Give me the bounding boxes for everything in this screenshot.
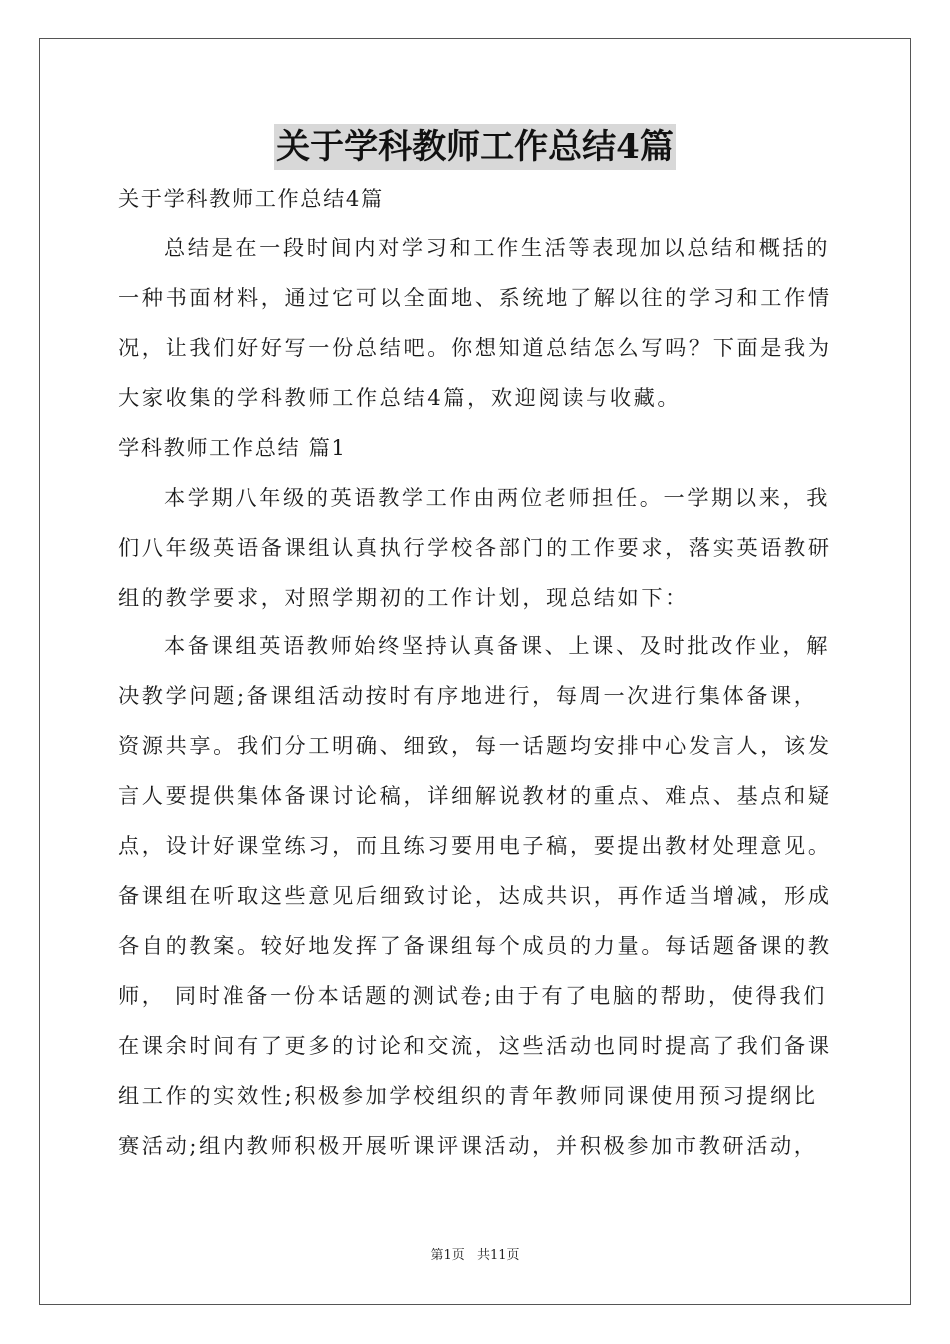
paragraph-line: 在课余时间有了更多的讨论和交流，这些活动也同时提高了我们备课: [118, 1033, 832, 1058]
paragraph-line: 决教学问题;备课组活动按时有序地进行，每周一次进行集体备课，: [118, 683, 818, 708]
intro-paragraph: [118, 223, 833, 423]
paragraph-2: [118, 621, 833, 1171]
paragraph-line: 师， 同时准备一份本话题的测试卷;由于有了电脑的帮助，使得我们: [118, 983, 827, 1008]
document-title: 关于学科教师工作总结4篇: [274, 124, 676, 170]
section-heading: 学科教师工作总结 篇1: [118, 435, 347, 460]
paragraph-line: 组工作的实效性;积极参加学校组织的青年教师同课使用预习提纲比: [118, 1083, 818, 1108]
title-container: [0, 124, 950, 170]
document-subtitle: 关于学科教师工作总结4篇: [118, 186, 384, 211]
page-number: 第1页: [430, 1248, 465, 1263]
paragraph-line: 况，让我们好好写一份总结吧。你想知道总结怎么写吗？下面是我为: [118, 335, 832, 360]
paragraph-line: 大家收集的学科教师工作总结4篇，欢迎阅读与收藏。: [118, 385, 682, 410]
paragraph-line: 们八年级英语备课组认真执行学校各部门的工作要求，落实英语教研: [118, 535, 832, 560]
paragraph-1: [118, 473, 833, 623]
paragraph-line: 资源共享。我们分工明确、细致，每一话题均安排中心发言人，该发: [118, 733, 832, 758]
paragraph-line: 总结是在一段时间内对学习和工作生活等表现加以总结和概括的: [164, 235, 831, 260]
paragraph-line: 本备课组英语教师始终坚持认真备课、上课、及时批改作业，解: [164, 633, 831, 658]
paragraph-line: 一种书面材料，通过它可以全面地、系统地了解以往的学习和工作情: [118, 285, 832, 310]
paragraph-line: 赛活动;组内教师积极开展听课评课活动，并积极参加市教研活动，: [118, 1133, 818, 1158]
paragraph-line: 各自的教案。较好地发挥了备课组每个成员的力量。每话题备课的教: [118, 933, 832, 958]
paragraph-line: 本学期八年级的英语教学工作由两位老师担任。一学期以来，我: [164, 485, 831, 510]
paragraph-line: 点，设计好课堂练习，而且练习要用电子稿，要提出教材处理意见。: [118, 833, 832, 858]
paragraph-line: 备课组在听取这些意见后细致讨论，达成共识，再作适当增减，形成: [118, 883, 832, 908]
page-total: 共11页: [476, 1248, 520, 1263]
paragraph-line: 组的教学要求，对照学期初的工作计划，现总结如下：: [118, 585, 689, 610]
paragraph-line: 言人要提供集体备课讨论稿，详细解说教材的重点、难点、基点和疑: [118, 783, 832, 808]
page-footer: [0, 1244, 950, 1263]
